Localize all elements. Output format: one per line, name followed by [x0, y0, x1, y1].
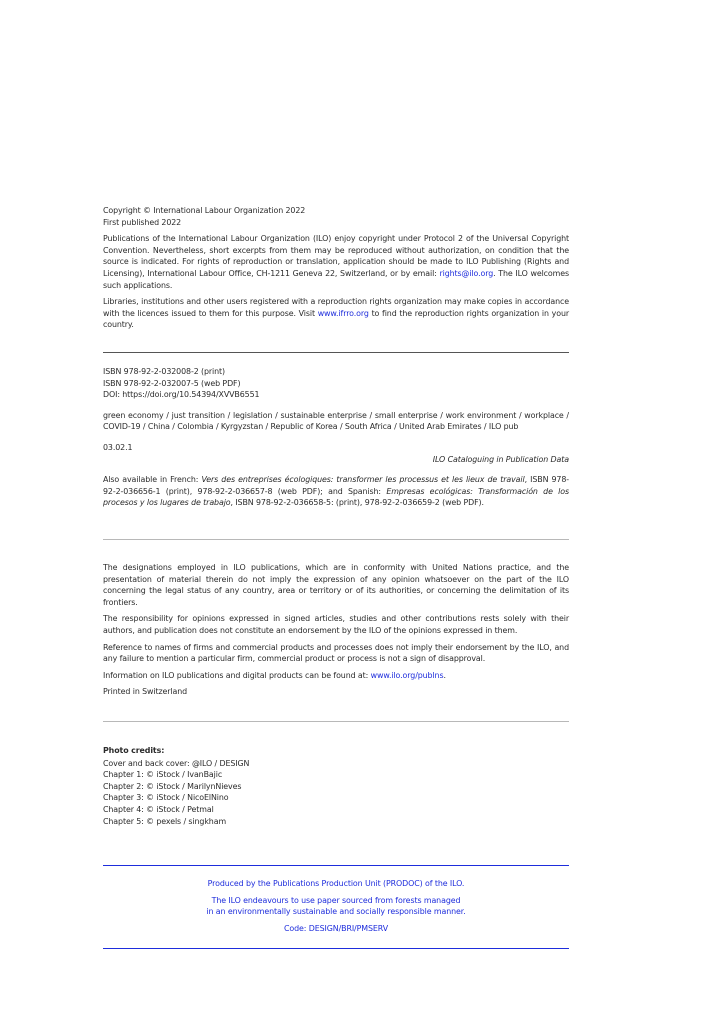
divider-2 [103, 539, 569, 540]
divider-1 [103, 352, 569, 353]
rights-email-link[interactable]: rights@ilo.org [439, 268, 494, 278]
production-footer [103, 878, 569, 934]
publications-info [103, 670, 569, 682]
also-available-text: Also available in French: [103, 475, 202, 485]
credit-cover: Cover and back cover: @ILO / DESIGN [103, 758, 250, 768]
isbn-block [103, 366, 569, 509]
paper-note-1: The ILO endeavours to use paper sourced from forests managed [211, 895, 461, 905]
divider-3 [103, 721, 569, 722]
doi-line: DOI: https://doi.org/10.54394/XVVB6551 [103, 390, 260, 400]
credit-chapter-3: Chapter 3: © iStock / NicoElNino [103, 793, 229, 803]
copyright-block [103, 205, 569, 331]
cataloguing-label: ILO Cataloguing in Publication Data [432, 454, 569, 464]
publns-link[interactable]: www.ilo.org/publns [370, 670, 444, 680]
design-code: Code: DESIGN/BRI/PMSERV [283, 923, 389, 933]
first-published-line: First published 2022 [103, 217, 182, 227]
reproduction-paragraph [103, 296, 569, 331]
credit-chapter-2: Chapter 2: © iStock / MarilynNieves [103, 781, 242, 791]
divider-footer-bottom [103, 948, 569, 949]
copyright-line: Copyright © International Labour Organization 2022 [103, 206, 306, 215]
publications-info-end: . [443, 670, 446, 680]
credit-chapter-1: Chapter 1: © iStock / IvanBajic [103, 770, 223, 780]
classification-code: 03.02.1 [103, 442, 133, 452]
french-title: Vers des entreprises écologiques: transformer les processus et les lieux de travail [201, 475, 525, 485]
copyright-paragraph [103, 233, 569, 291]
reproduction-text-end: to find the reproduction rights organization in your country. [103, 308, 569, 330]
disclaimer-responsibility: The responsibility for opinions expressed in signed articles, studies and other contributions rests solely with their authors, and publication does not constitute an endorsement by the ILO of the opinions expressed in them. [103, 614, 569, 635]
disclaimer-reference: Reference to names of firms and commercial products and processes does not imply their endorsement by the ILO, and any failure to mention a particular firm, commercial product or process is not a sign of disapproval. [103, 642, 569, 664]
copyright-text: Publications of the International Labour Organization (ILO) enjoy copyright under Protocol 2 of the Universal Copyright Convention. Nevertheless, short excerpts from them may be reproduced without authorization, on condition that the source is indicated. For rights of reproduction or translation, application should be made to ILO Publishing (Rights and Licensing), International Labour Office, CH-1211 Geneva 22, Switzerland, or by email: [103, 234, 569, 278]
credit-chapter-5: Chapter 5: © pexels / singkham [103, 816, 227, 826]
ifrro-link[interactable]: www.ifrro.org [317, 308, 369, 318]
spanish-title: Empresas ecológicas: Transformación de los procesos y los lugares de trabajo [103, 486, 569, 508]
credit-chapter-4: Chapter 4: © iStock / Petmal [103, 804, 214, 814]
reproduction-text: Libraries, institutions and other users registered with a reproduction rights organization may make copies in accordance with the licences issued to them for this purpose. Visit [103, 297, 569, 318]
publications-info-text: Information on ILO publications and digital products can be found at: [103, 670, 371, 680]
produced-by: Produced by the Publications Production Unit (PRODOC) of the ILO. [207, 879, 465, 888]
isbn-print: ISBN 978-92-2-032008-2 (print) [103, 367, 226, 376]
photo-credits-block [103, 745, 569, 827]
divider-footer-top [103, 865, 569, 866]
photo-credits-title: Photo credits: [103, 746, 165, 755]
isbn-web: ISBN 978-92-2-032007-5 (web PDF) [103, 378, 241, 388]
keywords: green economy / just transition / legislation / sustainable enterprise / small enterprise / work environment / workplace / COVID-19 / China / Colombia / Kyrgyzstan / Republic of Korea / South Africa / United Arab Emirates / ILO pub [103, 410, 569, 432]
disclaimer-block [103, 562, 569, 698]
also-available-isbn: , ISBN 978-92-2-036656-1 (print), 978-92-2-036657-8 (web PDF); and Spanish: [103, 475, 569, 496]
copyright-text-end: . The ILO welcomes such applications. [103, 268, 569, 290]
paper-note-2: in an environmentally sustainable and socially responsible manner. [206, 907, 466, 917]
also-available-paragraph [103, 474, 569, 509]
also-available-isbn-end: , ISBN 978-92-2-036658-5: (print), 978-92-2-036659-2 (web PDF). [230, 498, 484, 508]
disclaimer-designations: The designations employed in ILO publications, which are in conformity with United Nations practice, and the presentation of material therein do not imply the expression of any opinion whatsoever on the part of the ILO concerning the legal status of any country, area or territory or of its authorities, or concerning the delimitation of its frontiers. [103, 563, 569, 607]
printed-in: Printed in Switzerland [103, 687, 188, 697]
